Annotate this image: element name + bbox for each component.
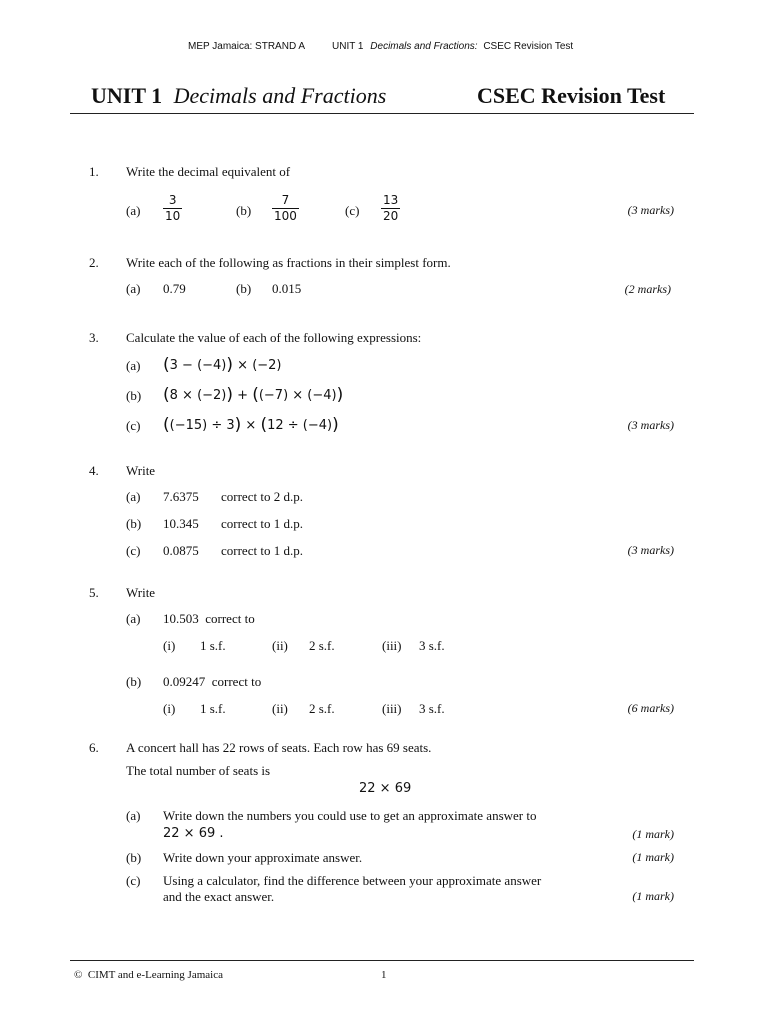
q6-text-line1: A concert hall has 22 rows of seats. Each row has 69 seats.: [126, 740, 432, 755]
q6-number: 6.: [89, 740, 99, 755]
q1-c-denominator: 20: [383, 209, 399, 223]
q1-text: Write the decimal equivalent of: [126, 164, 291, 179]
q6-c-text-line2: and the exact answer.: [163, 889, 275, 904]
q6-a-text-line1: Write down the numbers you could use to get an approximate answer to: [163, 808, 537, 823]
q6-c-label: (c): [126, 873, 141, 888]
q4-a-label: (a): [126, 489, 141, 504]
page-number: 1: [381, 969, 387, 981]
header-strand: MEP Jamaica: STRAND A: [188, 41, 306, 52]
q5-a-ii-label: (ii): [272, 638, 288, 653]
q4-b-value: 10.345: [163, 516, 199, 531]
q5-b-iii-value: 3 s.f.: [419, 701, 445, 716]
title-unit: UNIT 1: [91, 83, 163, 108]
q1-a-denominator: 10: [165, 209, 181, 223]
q5-a-iii-label: (iii): [382, 638, 402, 653]
header-unit-suffix: CSEC Revision Test: [483, 41, 574, 52]
q6-b-marks: (1 mark): [632, 850, 674, 864]
q5-b-iii-label: (iii): [382, 701, 402, 716]
q5-a-label: (a): [126, 611, 141, 626]
q3-c-label: (c): [126, 418, 141, 433]
q1-b-label: (b): [236, 203, 252, 218]
q6-a-text-line2: 22 × 69 .: [163, 826, 224, 841]
q4-a-value: 7.6375: [163, 489, 199, 504]
q5-b-ii-label: (ii): [272, 701, 288, 716]
q2-a-label: (a): [126, 281, 141, 296]
q3-text: Calculate the value of each of the following expressions:: [126, 330, 422, 345]
q5-b-label: (b): [126, 674, 142, 689]
q3-a-label: (a): [126, 358, 141, 373]
footer-copyright: © CIMT and e-Learning Jamaica: [74, 969, 223, 981]
q6-b-label: (b): [126, 850, 142, 865]
q1-marks: (3 marks): [627, 203, 674, 217]
q4-c-instruction: correct to 1 d.p.: [221, 543, 303, 558]
q1-a-fraction: [163, 194, 182, 223]
q5-a-i-label: (i): [163, 638, 176, 653]
q1-a-label: (a): [126, 203, 141, 218]
q5-b-text: 0.09247 correct to: [163, 674, 262, 689]
q1-b-denominator: 100: [274, 209, 297, 223]
q1-b-fraction: [272, 194, 299, 223]
q5-text: Write: [126, 585, 156, 600]
q3-b-expression: (8 × (−2)) + ((−7) × (−4)): [163, 385, 344, 405]
q3-marks: (3 marks): [627, 418, 674, 432]
q5-a-i-value: 1 s.f.: [200, 638, 226, 653]
q5-b-ii-value: 2 s.f.: [309, 701, 335, 716]
q4-b-label: (b): [126, 516, 142, 531]
header-unit-topic: Decimals and Fractions:: [370, 41, 478, 52]
q6-expression: 22 × 69: [359, 781, 412, 796]
q4-text: Write: [126, 463, 156, 478]
q3-c-expression: ((−15) ÷ 3) × (12 ÷ (−4)): [163, 415, 339, 435]
q6-a-label: (a): [126, 808, 141, 823]
q4-a-instruction: correct to 2 d.p.: [221, 489, 303, 504]
q6-b-text: Write down your approximate answer.: [163, 850, 363, 865]
q5-b-i-value: 1 s.f.: [200, 701, 226, 716]
footer-divider: [70, 960, 694, 961]
q1-b-numerator: 7: [281, 193, 290, 207]
q1-c-numerator: 13: [383, 193, 399, 207]
q1-number: 1.: [89, 164, 99, 179]
q6-text-line2: The total number of seats is: [126, 763, 271, 778]
q4-c-label: (c): [126, 543, 141, 558]
q2-marks: (2 marks): [624, 282, 671, 296]
q3-b-label: (b): [126, 388, 142, 403]
q4-c-value: 0.0875: [163, 543, 199, 558]
q5-marks: (6 marks): [627, 701, 674, 715]
title-right: CSEC Revision Test: [477, 83, 666, 108]
q6-a-marks: (1 mark): [632, 827, 674, 841]
q4-marks: (3 marks): [627, 543, 674, 557]
title-topic: Decimals and Fractions: [173, 83, 387, 108]
q1-a-numerator: 3: [168, 193, 177, 207]
q2-a-value: 0.79: [163, 281, 186, 296]
q5-number: 5.: [89, 585, 99, 600]
q2-text: Write each of the following as fractions in their simplest form.: [126, 255, 451, 270]
q3-a-expression: (3 − (−4)) × (−2): [163, 355, 282, 375]
header-unit-prefix: UNIT 1: [332, 41, 364, 52]
q2-number: 2.: [89, 255, 99, 270]
q4-number: 4.: [89, 463, 99, 478]
q6-c-text-line1: Using a calculator, find the difference between your approximate answer: [163, 873, 542, 888]
q5-a-iii-value: 3 s.f.: [419, 638, 445, 653]
q4-b-instruction: correct to 1 d.p.: [221, 516, 303, 531]
q2-b-label: (b): [236, 281, 252, 296]
header-unit: [332, 41, 573, 52]
q5-a-text: 10.503 correct to: [163, 611, 255, 626]
q1-c-fraction: [381, 194, 400, 223]
page-title: [91, 83, 386, 109]
q1-c-label: (c): [345, 203, 360, 218]
title-divider: [70, 113, 694, 114]
q3-number: 3.: [89, 330, 99, 345]
q5-a-ii-value: 2 s.f.: [309, 638, 335, 653]
q2-b-value: 0.015: [272, 281, 302, 296]
q6-c-marks: (1 mark): [632, 889, 674, 903]
q5-b-i-label: (i): [163, 701, 176, 716]
